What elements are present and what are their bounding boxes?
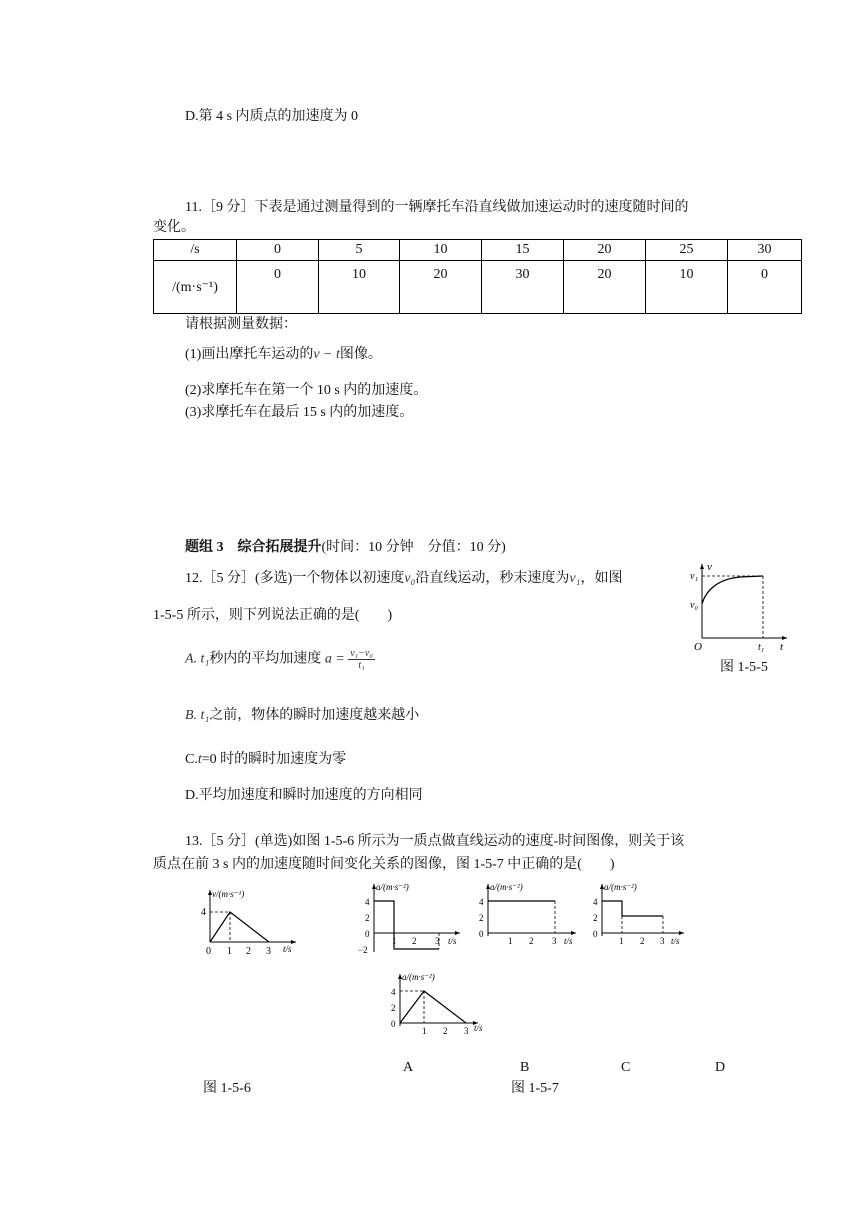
option-letter-c: C: [621, 1060, 631, 1075]
table-cell: 15: [482, 240, 564, 261]
velocity-curve: [702, 576, 763, 604]
x-axis-label: t/s: [474, 1023, 483, 1033]
q12-option-c-text: =0 时的瞬时加速度为零: [201, 752, 347, 767]
option-a-graph: [352, 878, 468, 960]
q11-sub1-text-a: (1)画出摩托车运动的: [185, 347, 314, 362]
x-tick-label: 1: [508, 936, 513, 946]
q11-sub2: (2)求摩托车在第一个 10 s 内的加速度。: [185, 383, 428, 398]
group3-heading: [185, 539, 506, 557]
x-tick-label: 1: [392, 936, 397, 946]
table-cell: 0: [237, 261, 319, 314]
v0-label: v₀: [690, 600, 698, 611]
x-axis-arrow: [455, 931, 460, 935]
q12-stem-c: ，如图: [580, 571, 623, 586]
x-tick-label: 1: [422, 1026, 427, 1036]
y-axis-label: a/(m·s⁻²): [490, 882, 523, 892]
table-cell: 10: [319, 261, 400, 314]
acceleration-line: [400, 991, 466, 1023]
q12-option-c-prefix: C.: [185, 752, 198, 767]
x-tick-label: 0: [206, 946, 211, 957]
table-cell: 20: [400, 261, 482, 314]
table-cell: 20: [564, 261, 646, 314]
q12-stem-line1: [185, 570, 623, 588]
v-axis-label: v: [707, 561, 712, 573]
v-axis-arrow: [700, 564, 704, 569]
x-tick-label: 3: [660, 936, 665, 946]
y-tick-label: 2: [365, 913, 370, 923]
q12-formula-numerator: v₁−v₀: [350, 648, 373, 659]
q12-stem-a: 12.［5 分］(多选)一个物体以初速度: [185, 571, 405, 586]
y-tick-label: 2: [479, 913, 484, 923]
figure-1-5-5: [690, 560, 790, 655]
figure-1-5-7-caption: 图 1-5-7: [511, 1081, 559, 1096]
x-tick-label: 3: [552, 936, 557, 946]
y-tick-label: 4: [479, 897, 484, 907]
y-axis-label: a/(m·s⁻²): [604, 882, 637, 892]
group3-info: (时间：10 分钟 分值：10 分): [321, 540, 506, 555]
q12-option-b-prefix: B. t₁: [185, 708, 210, 723]
q12-stem-line2: 1-5-5 所示，则下列说法正确的是( ): [153, 608, 393, 623]
q10-option-d: D.第 4 s 内质点的加速度为 0: [185, 109, 359, 124]
q13-stem-line2: 质点在前 3 s 内的加速度随时间变化关系的图像，图 1-5-7 中正确的是( ): [153, 857, 615, 872]
x-tick-label: 2: [529, 936, 534, 946]
x-axis-arrow: [571, 931, 576, 935]
q11-sub1-math: v − t: [313, 347, 340, 362]
acceleration-line: [374, 901, 439, 949]
table-cell: 20: [564, 240, 646, 261]
t1-label: t₁: [758, 642, 765, 653]
option-letter-a: A: [403, 1060, 414, 1075]
x-tick-label: 3: [266, 946, 271, 957]
table-cell: 5: [319, 240, 400, 261]
y-tick-label: 0: [391, 1019, 396, 1029]
y-tick-label: 4: [593, 897, 598, 907]
option-letter-b: B: [520, 1060, 530, 1075]
y-tick-label: 2: [593, 913, 598, 923]
q12-option-a: [185, 648, 375, 671]
y-tick-label: 4: [391, 987, 396, 997]
x-axis-label: t/s: [448, 936, 457, 946]
x-axis-arrow: [679, 931, 684, 935]
figure-1-5-6: [198, 884, 308, 960]
q12-formula-fraction: [348, 648, 375, 671]
q11-sub3: (3)求摩托车在最后 15 s 内的加速度。: [185, 405, 414, 420]
y-tick-label: 4: [365, 897, 370, 907]
y-tick-label: 0: [479, 929, 484, 939]
t-axis-arrow: [782, 636, 787, 640]
y-tick-label: 0: [593, 929, 598, 939]
x-tick-label: 1: [227, 946, 232, 957]
option-letter-d: D: [715, 1060, 726, 1075]
q13-stem-line1: 13.［5 分］(单选)如图 1-5-6 所示为一质点做直线运动的速度-时间图像，则关于该: [185, 834, 685, 849]
y-tick-label: 2: [391, 1003, 396, 1013]
q12-option-d: D.平均加速度和瞬时加速度的方向相同: [185, 788, 423, 803]
option-c-graph: [588, 878, 692, 952]
q12-stem-v0: v₀: [404, 571, 416, 586]
velocity-line: [210, 912, 269, 942]
q12-option-c: [185, 751, 346, 769]
x-tick-label: 1: [619, 936, 624, 946]
q11-prompt: 请根据测量数据：: [185, 317, 297, 332]
v1-label: v₁: [690, 571, 698, 582]
x-tick-label: 2: [246, 946, 251, 957]
option-b-graph: [474, 878, 586, 952]
table-cell: 25: [646, 240, 728, 261]
x-tick-label: 2: [412, 936, 417, 946]
x-axis-arrow: [291, 940, 296, 944]
q12-option-a-mid: 秒内的平均加速度: [209, 651, 322, 667]
x-axis-label: t/s: [564, 936, 573, 946]
x-tick-label: 2: [443, 1026, 448, 1036]
table-cell: 30: [728, 240, 802, 261]
x-tick-label: 3: [464, 1026, 469, 1036]
q12-option-a-prefix: A. t₁: [185, 651, 210, 667]
group3-title: 题组 3 综合拓展提升: [185, 540, 322, 555]
q12-option-b: [185, 707, 419, 725]
x-tick-label: 2: [640, 936, 645, 946]
table-row-header-time: /s: [154, 240, 237, 261]
q12-stem-b: 沿直线运动，秒末速度为: [415, 571, 570, 586]
figure-1-5-5-caption: 图 1-5-5: [720, 660, 768, 675]
t-axis-label: t: [780, 641, 784, 653]
table-cell: 10: [646, 261, 728, 314]
table-row-header-speed: /(m·s⁻¹): [154, 261, 237, 314]
option-d-graph: [366, 968, 488, 1040]
speed-time-table: [153, 239, 802, 314]
q12-formula-lhs: a =: [324, 651, 345, 667]
q11-sub1: [185, 346, 382, 364]
x-axis-label: t/s: [671, 936, 680, 946]
y-axis-label: a/(m·s⁻²): [376, 882, 409, 892]
origin-label: O: [694, 641, 702, 653]
figure-1-5-6-caption: 图 1-5-6: [203, 1081, 251, 1096]
table-cell: 0: [728, 261, 802, 314]
q11-sub1-text-b: 图像。: [339, 347, 382, 362]
x-axis-label: t/s: [283, 944, 292, 954]
q12-stem-v1: v₁: [569, 571, 581, 586]
q12-option-b-text: 之前，物体的瞬时加速度越来越小: [209, 708, 420, 723]
q11-stem-line1: 11.［9 分］下表是通过测量得到的一辆摩托车沿直线做加速运动时的速度随时间的: [185, 200, 689, 215]
x-tick-label: 3: [435, 936, 440, 946]
y-axis-label: v/(m·s⁻¹): [212, 889, 245, 899]
q12-option-c-t: t: [197, 752, 202, 767]
y-tick-label: −2: [358, 945, 368, 955]
table-cell: 30: [482, 261, 564, 314]
q11-stem-line2: 变化。: [153, 220, 195, 235]
y-axis-label: a/(m·s⁻²): [402, 972, 435, 982]
table-cell: 0: [237, 240, 319, 261]
q12-formula-denominator: t₁: [358, 660, 365, 671]
table-cell: 10: [400, 240, 482, 261]
acceleration-line: [602, 901, 663, 916]
y-tick-label: 4: [201, 907, 206, 918]
y-tick-label: 0: [365, 929, 370, 939]
